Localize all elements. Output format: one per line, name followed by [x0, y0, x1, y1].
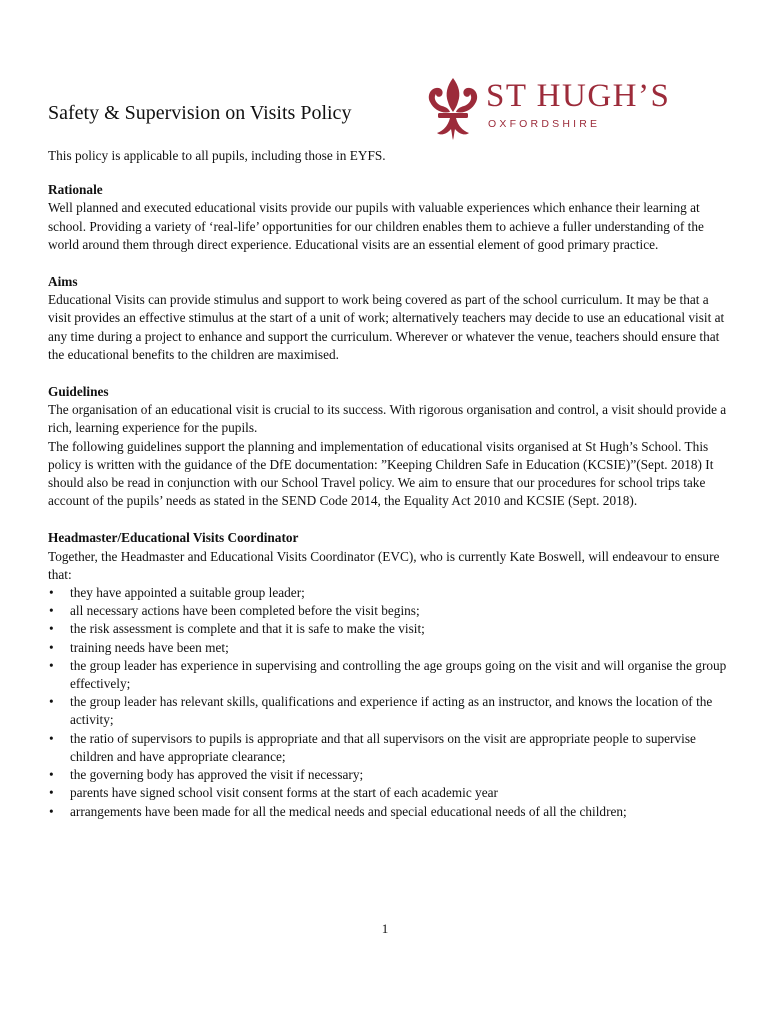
section-heading: Rationale [48, 182, 103, 198]
section-paragraph: The organisation of an educational visit is crucial to its success. With rigorous organisation and control, a visit should provide a rich, learning experience for the pupils. [48, 402, 727, 436]
section-heading: Aims [48, 274, 78, 290]
list-item: • the group leader has relevant skills, qualifications and experience if acting as an instructor, and knows the location of the activity; [48, 693, 728, 729]
section-paragraph: Well planned and executed educational visits provide our pupils with valuable experiences which enhance their learning at school. Providing a variety of ‘real-life’ opportunities for our children enables them to achieve a fuller understanding of the world around them through direct experience. Educational visits are an essential element of good primary practice. [48, 200, 704, 252]
list-item: • they have appointed a suitable group leader; [48, 584, 728, 602]
list-item: • the ratio of supervisors to pupils is appropriate and that all supervisors on the visit are appropriate people to supervise children and have appropriate clearance; [48, 730, 728, 766]
fleur-de-lis-icon [424, 76, 482, 142]
school-location: OXFORDSHIRE [488, 118, 601, 130]
responsibility-list [48, 584, 728, 821]
section-aims [48, 273, 728, 364]
intro-text: This policy is applicable to all pupils, including those in EYFS. [48, 148, 386, 163]
list-item: • training needs have been met; [48, 639, 728, 657]
list-item: • the risk assessment is complete and that it is safe to make the visit; [48, 620, 728, 638]
school-logo [424, 76, 724, 142]
school-name: ST HUGH’S [486, 78, 671, 114]
list-item: • all necessary actions have been completed before the visit begins; [48, 602, 728, 620]
document-body [48, 147, 728, 840]
list-item: • the group leader has experience in supervising and controlling the age groups going on the visit and will organise the group effectively; [48, 657, 728, 693]
section-paragraph: The following guidelines support the planning and implementation of educational visits organised at St Hugh’s School. This policy is written with the guidance of the DfE documentation: ”Keeping Children Safe in Education (KCSIE)”(Sept. 2018) It should also be read in conjunction with our School Travel policy. We aim to ensure that our procedures for school trips take account of the pupils’ needs as stated in the SEND Code 2014, the Equality Act 2010 and KCSIE (Sept. 2018). [48, 438, 714, 509]
list-item: • arrangements have been made for all the medical needs and special educational needs of all the children; [48, 803, 728, 821]
page-title: Safety & Supervision on Visits Policy [48, 102, 352, 124]
list-item: • parents have signed school visit consent forms at the start of each academic year [48, 784, 728, 802]
section-headmaster-evc [48, 529, 728, 820]
section-heading: Headmaster/Educational Visits Coordinator [48, 530, 299, 546]
section-heading: Guidelines [48, 384, 109, 400]
section-paragraph: Together, the Headmaster and Educational Visits Coordinator (EVC), who is currently Kate Boswell, will endeavour to ensure that: [48, 548, 720, 582]
section-paragraph: Educational Visits can provide stimulus and support to work being covered as part of the school curriculum. It may be that a visit provides an effective stimulus at the start of a unit of work; alternatively teachers may decide to use an educational visit at any time during a project to enhance and support the curriculum. Wherever or whatever the venue, teachers should ensure that the educational benefits to the children are maximised. [48, 292, 725, 362]
list-item: • the governing body has approved the visit if necessary; [48, 766, 728, 784]
page-number: 1 [381, 921, 389, 936]
section-guidelines [48, 383, 728, 510]
section-rationale [48, 181, 728, 254]
